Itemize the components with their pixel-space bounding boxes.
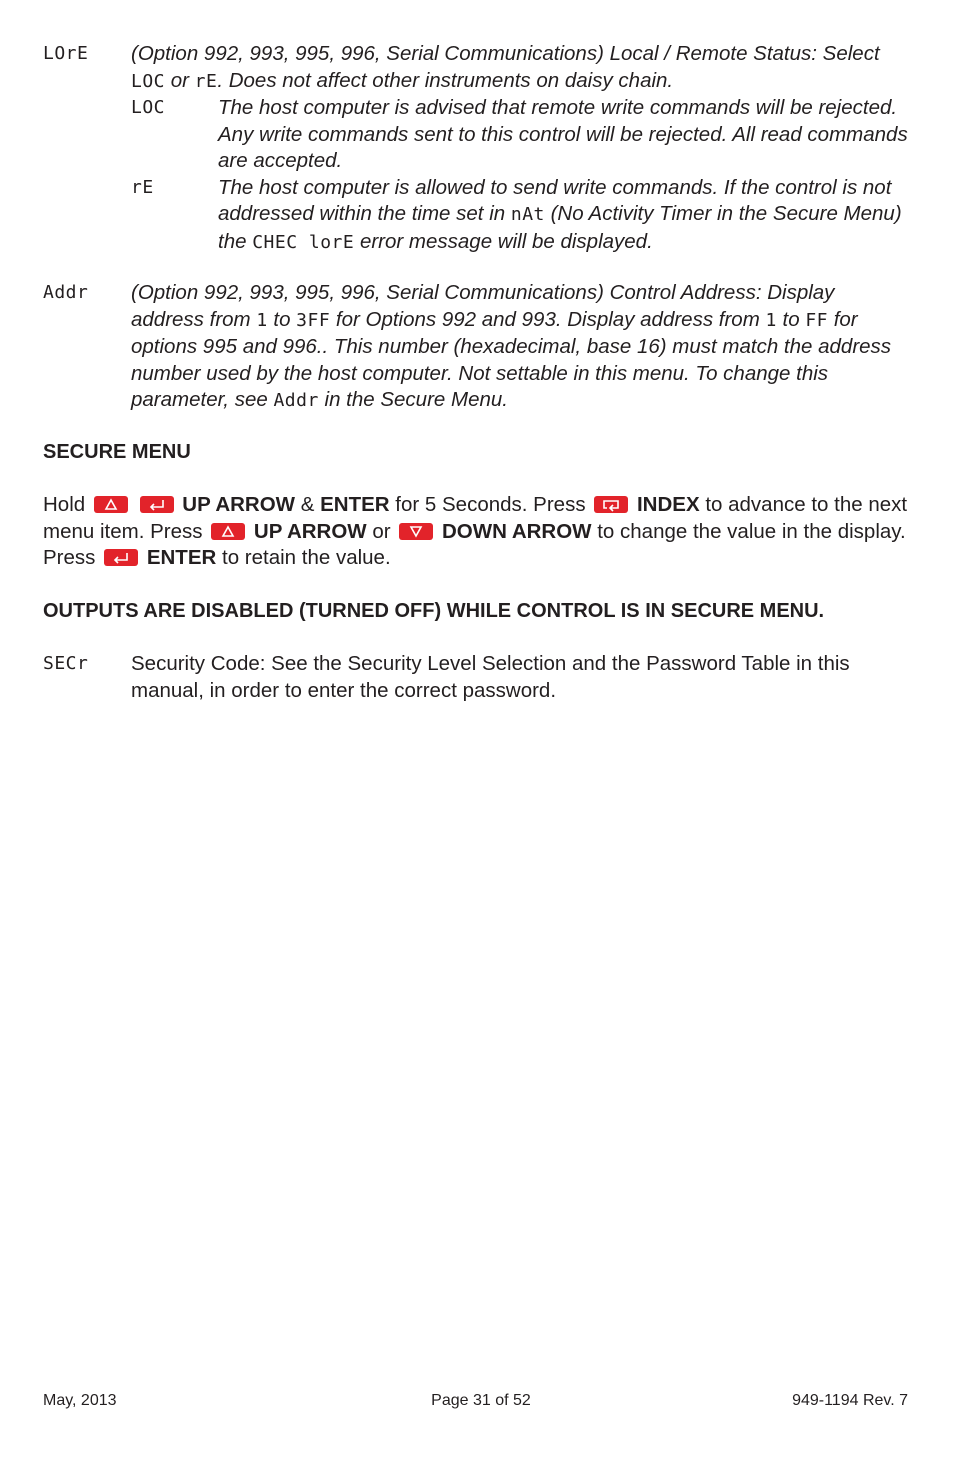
re-text: The host computer is allowed to send write commands. If the control is not addressed within the time set in nAt (No Activity Timer in the Secure Menu) the CHEC lorE error message will be displayed. (218, 175, 902, 253)
loc-option (131, 95, 913, 175)
secr-description: Security Code: See the Security Level Selection and the Password Table in this manual, in order to enter the correct password. (131, 652, 850, 702)
secr-entry (43, 651, 913, 704)
secure-menu-heading: SECURE MENU (43, 441, 191, 463)
loc-code-inline: LOC (131, 70, 166, 92)
up-arrow-key-icon (211, 523, 245, 540)
addr-code: Addr (43, 282, 89, 303)
addr-entry (43, 280, 913, 415)
loc-code: LOC (131, 97, 166, 118)
enter-key-icon (104, 549, 138, 566)
lore-entry (43, 41, 913, 256)
re-option (131, 175, 913, 257)
down-arrow-key-icon (399, 523, 433, 540)
lore-description: (Option 992, 993, 995, 996, Serial Communications) Local / Remote Status: Select LOC or rE. Does not affect other instruments on daisy chain. LOC The host computer is advised that remote write commands will be rejected. Any write commands sent to this control will be rejected. All read commands are accepted. rE The host computer is allowed to send write commands. If the control is not addressed within the time set in nAt (No Activity Timer in the Secure Menu) the CHEC lorE error message will be displayed. (131, 41, 913, 256)
secr-code: SECr (43, 653, 89, 674)
addr-ff-code: FF (805, 309, 829, 331)
footer-doc-number: 949-1194 Rev. 7 (792, 1392, 908, 1409)
re-code: rE (131, 176, 154, 198)
enter-key-icon (140, 496, 174, 513)
footer-page-number: Page 31 of 52 (431, 1392, 531, 1409)
re-code-inline: rE (194, 70, 218, 92)
nat-code: nAt (510, 204, 545, 225)
addr-ref-code: Addr (273, 390, 319, 411)
index-key-icon (594, 496, 628, 513)
addr-3ff-code: 3FF (296, 309, 331, 331)
secure-menu-instructions: Hold UP ARROW & ENTER for 5 Seconds. Press INDEX to advance to the next menu item. Press UP ARROW or DOWN ARROW to change the value in the display. Press ENTER to retain the value. (43, 493, 908, 569)
footer-date: May, 2013 (43, 1392, 117, 1409)
loc-text: The host computer is advised that remote write commands will be rejected. Any write commands sent to this control will be rejected. All read commands are accepted. (218, 96, 908, 172)
chec-lore-code: CHEC lorE (252, 231, 355, 253)
up-arrow-key-icon (94, 496, 128, 513)
addr-description: (Option 992, 993, 995, 996, Serial Communications) Control Address: Display address from 1 to 3FF for Options 992 and 993. Display address from 1 to FF for options 995 and 996.. This number (hexadecimal, base 16) must match the address number used by the host computer. Not settable in this menu. To change this parameter, see Addr in the Secure Menu. (131, 281, 892, 411)
addr-min-code-b: 1 (765, 309, 777, 331)
addr-min-code: 1 (256, 309, 268, 331)
lore-code: LOrE (43, 43, 89, 64)
outputs-disabled-warning: OUTPUTS ARE DISABLED (TURNED OFF) WHILE CONTROL IS IN SECURE MENU. (43, 600, 825, 622)
